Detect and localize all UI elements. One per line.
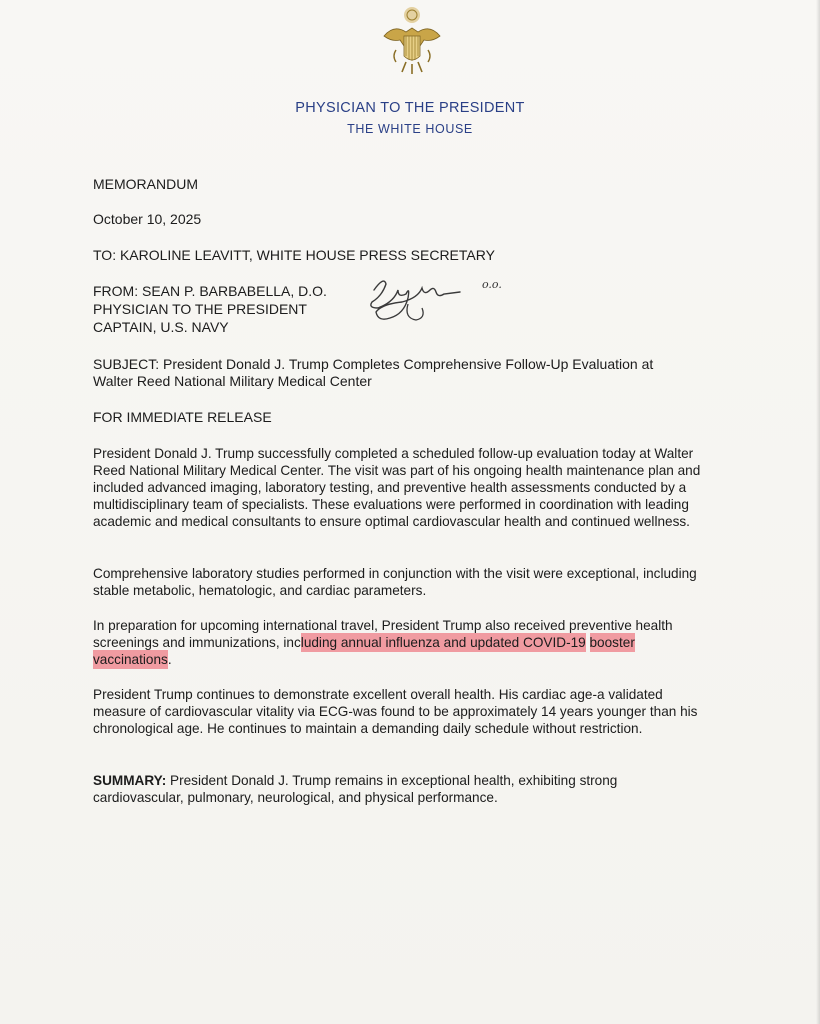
memo-from: FROM: SEAN P. BARBABELLA, D.O. bbox=[93, 283, 327, 299]
memo-type: MEMORANDUM bbox=[93, 176, 198, 192]
paragraph-evaluation: President Donald J. Trump successfully completed a scheduled follow-up evaluation today at Walter Reed National Military Medical Center. The visit was part of his ongoing health maintenance plan and included advanced imaging, laboratory testing, and preventive health assessments conducted by a multidisciplinary team of specialists. These evaluations were performed in coordination with leading academic and medical consultants to ensure optimal cardiovascular health and continued wellness. bbox=[93, 446, 701, 529]
highlighted-text-booster: booster vaccinations bbox=[93, 635, 635, 667]
paragraph-immunizations bbox=[93, 617, 705, 668]
memo-to: TO: KAROLINE LEAVITT, WHITE HOUSE PRESS SECRETARY bbox=[93, 247, 495, 263]
memo-subject-line2: Walter Reed National Military Medical Center bbox=[93, 373, 372, 389]
paragraph-cardiac-age: President Trump continues to demonstrate excellent overall health. His cardiac age-a validated measure of cardiovascular vitality via ECG-was found to be approximately 14 years younger than his chronological age. He continues to maintain a demanding daily schedule without restriction. bbox=[93, 687, 698, 736]
letterhead-title: PHYSICIAN TO THE PRESIDENT bbox=[295, 100, 525, 116]
letterhead-subtitle: THE WHITE HOUSE bbox=[347, 122, 473, 136]
immunizations-period: . bbox=[167, 652, 172, 667]
summary-label: SUMMARY: bbox=[93, 773, 167, 788]
presidential-seal-icon bbox=[376, 6, 448, 78]
memo-date: October 10, 2025 bbox=[93, 211, 202, 227]
memo-from-rank: CAPTAIN, U.S. NAVY bbox=[93, 319, 229, 335]
paragraph-laboratory: Comprehensive laboratory studies performed in conjunction with the visit were exceptional, including stable metabolic, hematologic, and cardiac parameters. bbox=[93, 566, 697, 598]
signature-image bbox=[364, 268, 514, 328]
memo-from-title: PHYSICIAN TO THE PRESIDENT bbox=[93, 301, 307, 317]
paragraph-summary bbox=[93, 772, 705, 806]
summary-text: President Donald J. Trump remains in exceptional health, exhibiting strong cardiovascular, pulmonary, neurological, and physical performance. bbox=[93, 773, 618, 805]
immunizations-text: In preparation for upcoming international travel, President Trump also received preventive health screenings and immunizations, inc bbox=[93, 618, 673, 650]
memo-subject-line1: SUBJECT: President Donald J. Trump Completes Comprehensive Follow-Up Evaluation at bbox=[93, 356, 654, 372]
highlighted-text-influenza: luding annual influenza and updated COVID-19 bbox=[300, 635, 586, 650]
svg-text:o.o.: o.o. bbox=[482, 278, 502, 291]
release-label: FOR IMMEDIATE RELEASE bbox=[93, 409, 272, 425]
